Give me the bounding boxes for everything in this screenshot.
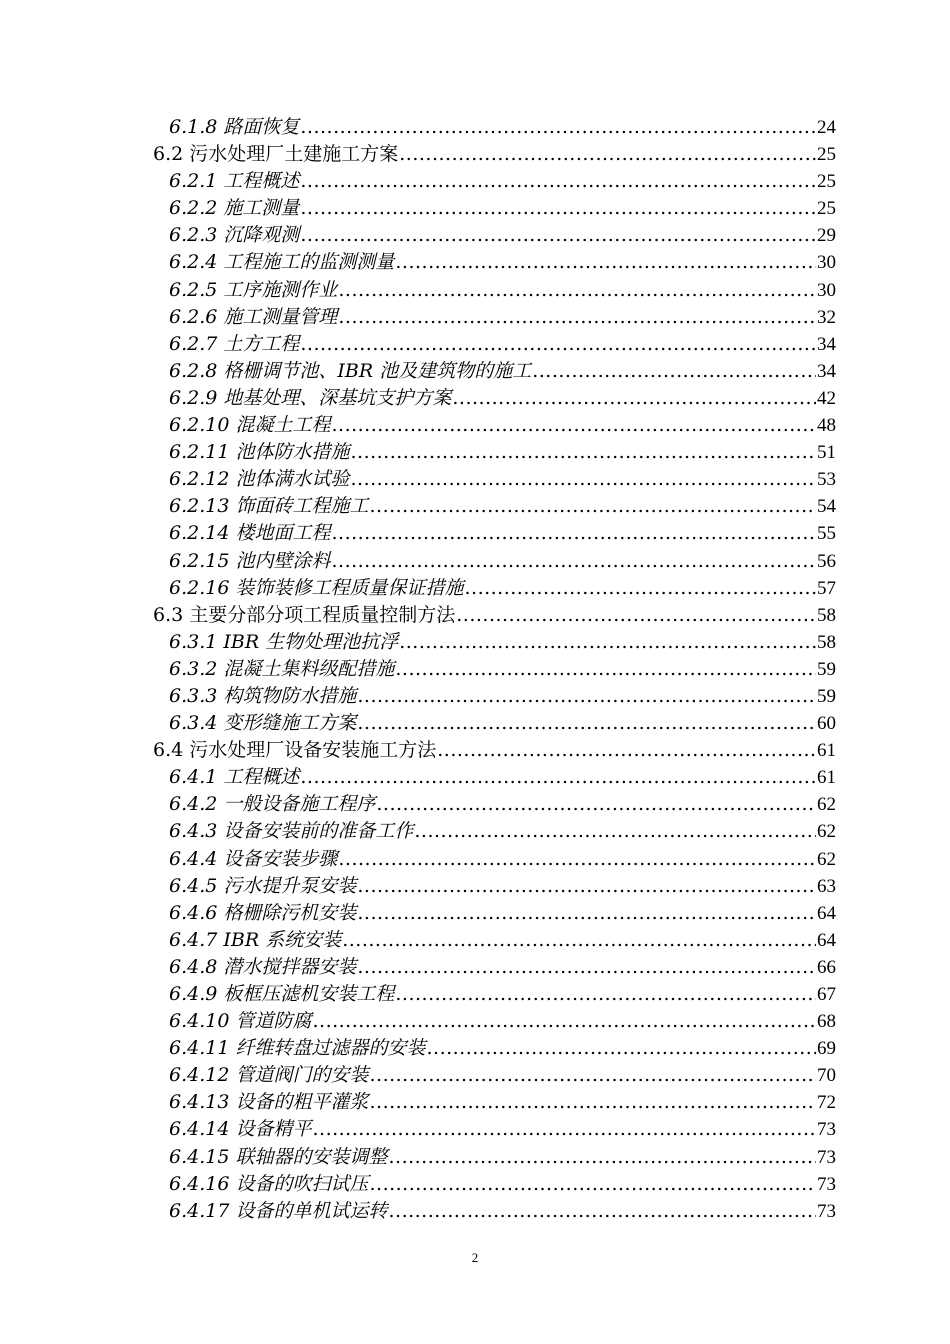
toc-entry-page-number: 24 <box>817 117 836 138</box>
toc-dot-leader <box>369 1062 816 1089</box>
toc-entry-title: 6.4.10 管道防腐 <box>169 1010 312 1033</box>
toc-subsection-entry[interactable] <box>0 1171 950 1198</box>
toc-entry-title: 6.3.1 IBR 生物处理池抗浮 <box>169 630 399 653</box>
toc-subsection-entry[interactable] <box>0 846 950 873</box>
toc-entry-title: 6.2.15 池内壁涂料 <box>169 549 331 572</box>
toc-dot-leader <box>312 1116 816 1143</box>
toc-subsection-entry[interactable] <box>0 981 950 1008</box>
toc-subsection-entry[interactable] <box>0 520 950 547</box>
toc-subsection-entry[interactable] <box>0 1062 950 1089</box>
toc-entry-title: 6.4.5 污水提升泵安装 <box>169 874 357 897</box>
toc-entry-title: 6.3 主要分部分项工程质量控制方法 <box>153 603 456 626</box>
toc-entry-page-number: 30 <box>817 252 836 274</box>
toc-entry-title: 6.2.4 工程施工的监测测量 <box>169 251 395 274</box>
toc-dot-leader <box>452 385 816 412</box>
toc-dot-leader <box>388 1198 816 1225</box>
toc-entry-title: 6.2.7 土方工程 <box>169 332 300 355</box>
toc-entry-title: 6.2.1 工程概述 <box>169 170 300 193</box>
toc-entry-title: 6.4.13 设备的粗平灌浆 <box>169 1091 369 1114</box>
toc-dot-leader <box>338 304 816 331</box>
toc-dot-leader <box>331 412 816 439</box>
toc-dot-leader <box>399 141 816 168</box>
toc-entry-page-number: 73 <box>817 1200 836 1222</box>
toc-dot-leader <box>300 764 816 791</box>
toc-subsection-entry[interactable] <box>0 954 950 981</box>
toc-dot-leader <box>532 358 816 385</box>
toc-subsection-entry[interactable] <box>0 1144 950 1171</box>
toc-entry-title: 6.2.12 池体满水试验 <box>169 468 350 491</box>
toc-entry-page-number: 73 <box>817 1119 836 1141</box>
toc-entry-title: 6.4.11 纤维转盘过滤器的安装 <box>169 1037 426 1060</box>
toc-subsection-entry[interactable] <box>0 629 950 656</box>
toc-entry-page-number: 56 <box>817 550 836 572</box>
toc-subsection-entry[interactable] <box>0 1198 950 1225</box>
toc-entry-page-number: 62 <box>817 848 836 870</box>
toc-entry-title: 6.4 污水处理厂设备安装施工方法 <box>153 739 437 762</box>
toc-entry-title: 6.2.16 装饰装修工程质量保证措施 <box>169 576 464 599</box>
toc-dot-leader <box>369 1171 816 1198</box>
toc-entry-page-number: 63 <box>817 875 836 897</box>
toc-subsection-entry[interactable] <box>0 900 950 927</box>
toc-entry-page-number: 59 <box>817 685 836 707</box>
toc-dot-leader <box>300 331 816 358</box>
toc-entry-title: 6.2.8 格栅调节池、IBR 池及建筑物的施工 <box>169 359 532 382</box>
toc-entry-title: 6.4.14 设备精平 <box>169 1118 312 1141</box>
toc-entry-title: 6.4.1 工程概述 <box>169 766 300 789</box>
toc-entry-title: 6.4.2 一般设备施工程序 <box>169 793 376 816</box>
toc-subsection-entry[interactable] <box>0 873 950 900</box>
toc-dot-leader <box>312 1008 816 1035</box>
toc-subsection-entry[interactable] <box>0 656 950 683</box>
toc-entry-page-number: 29 <box>817 225 836 247</box>
toc-entry-title: 6.2.9 地基处理、深基坑支护方案 <box>169 386 452 409</box>
toc-entry-title: 6.4.4 设备安装步骤 <box>169 847 338 870</box>
toc-dot-leader <box>357 873 816 900</box>
toc-dot-leader <box>338 846 816 873</box>
toc-entry-page-number: 30 <box>817 279 836 301</box>
toc-dot-leader <box>331 520 816 547</box>
toc-entry-page-number: 48 <box>817 415 836 437</box>
toc-subsection-entry[interactable] <box>0 385 950 412</box>
toc-subsection-entry[interactable] <box>0 195 950 222</box>
toc-entry-title: 6.4.8 潜水搅拌器安装 <box>169 955 357 978</box>
toc-entry-page-number: 64 <box>817 929 836 951</box>
toc-entry-page-number: 72 <box>817 1092 836 1114</box>
toc-entry-title: 6.4.6 格栅除污机安装 <box>169 901 357 924</box>
toc-subsection-entry[interactable] <box>0 277 950 304</box>
toc-dot-leader <box>300 195 816 222</box>
toc-subsection-entry[interactable] <box>0 818 950 845</box>
toc-entry-page-number: 25 <box>817 144 836 166</box>
toc-dot-leader <box>331 548 816 575</box>
toc-subsection-entry[interactable] <box>0 575 950 602</box>
toc-entry-page-number: 54 <box>817 496 836 518</box>
toc-subsection-entry[interactable] <box>0 683 950 710</box>
toc-entry-title: 6.4.17 设备的单机试运转 <box>169 1199 388 1222</box>
toc-entry-page-number: 69 <box>817 1038 836 1060</box>
toc-subsection-entry[interactable] <box>0 1035 950 1062</box>
toc-dot-leader <box>300 222 816 249</box>
toc-entry-page-number: 58 <box>817 604 836 626</box>
toc-dot-leader <box>350 439 816 466</box>
toc-entry-page-number: 59 <box>817 658 836 680</box>
toc-entry-title: 6.4.7 IBR 系统安装 <box>169 928 342 951</box>
toc-entry-title: 6.2.10 混凝土工程 <box>169 414 331 437</box>
toc-entry-page-number: 67 <box>817 984 836 1005</box>
toc-dot-leader <box>357 900 816 927</box>
toc-entry-page-number: 66 <box>817 956 836 978</box>
toc-entry-page-number: 57 <box>817 577 836 599</box>
toc-entry-page-number: 25 <box>817 171 836 193</box>
toc-entry-page-number: 60 <box>817 713 836 735</box>
toc-entry-page-number: 25 <box>817 198 836 220</box>
toc-entry-title: 6.4.15 联轴器的安装调整 <box>169 1145 388 1168</box>
toc-entry-title: 6.3.2 混凝土集料级配措施 <box>169 657 395 680</box>
toc-entry-page-number: 51 <box>817 442 836 464</box>
toc-entry-title: 6.4.12 管道阀门的安装 <box>169 1064 369 1087</box>
toc-dot-leader <box>357 954 816 981</box>
toc-subsection-entry[interactable] <box>0 249 950 276</box>
toc-dot-leader <box>300 114 816 141</box>
toc-entry-title: 6.4.3 设备安装前的准备工作 <box>169 820 414 843</box>
toc-subsection-entry[interactable] <box>0 710 950 737</box>
toc-dot-leader <box>376 791 816 818</box>
toc-entry-page-number: 58 <box>817 631 836 653</box>
toc-entry-title: 6.1.8 路面恢复 <box>169 116 300 138</box>
toc-subsection-entry[interactable] <box>0 331 950 358</box>
toc-entry-page-number: 70 <box>817 1065 836 1087</box>
toc-subsection-entry[interactable] <box>0 222 950 249</box>
table-of-contents <box>0 114 950 1225</box>
toc-entry-title: 6.2.13 饰面砖工程施工 <box>169 495 369 518</box>
toc-dot-leader <box>357 710 816 737</box>
toc-dot-leader <box>456 602 816 629</box>
toc-entry-title: 6.3.4 变形缝施工方案 <box>169 712 357 735</box>
toc-subsection-entry[interactable] <box>0 168 950 195</box>
toc-entry-title: 6.4.16 设备的吹扫试压 <box>169 1172 369 1195</box>
toc-subsection-entry[interactable] <box>0 114 950 141</box>
toc-entry-page-number: 64 <box>817 902 836 924</box>
toc-subsection-entry[interactable] <box>0 791 950 818</box>
toc-section-entry[interactable] <box>0 602 950 629</box>
toc-section-entry[interactable] <box>0 737 950 764</box>
toc-dot-leader <box>437 737 816 764</box>
toc-entry-page-number: 34 <box>817 333 836 355</box>
toc-subsection-entry[interactable] <box>0 1008 950 1035</box>
toc-entry-title: 6.2 污水处理厂土建施工方案 <box>153 143 399 166</box>
toc-subsection-entry[interactable] <box>0 927 950 954</box>
toc-entry-page-number: 42 <box>817 387 836 409</box>
toc-subsection-entry[interactable] <box>0 412 950 439</box>
toc-dot-leader <box>350 466 816 493</box>
toc-dot-leader <box>357 683 816 710</box>
toc-dot-leader <box>369 493 816 520</box>
toc-entry-page-number: 34 <box>817 360 836 382</box>
toc-entry-page-number: 62 <box>817 794 836 816</box>
toc-entry-title: 6.2.2 施工测量 <box>169 197 300 220</box>
toc-entry-page-number: 61 <box>817 767 836 789</box>
toc-dot-leader <box>388 1144 816 1171</box>
toc-entry-title: 6.2.11 池体防水措施 <box>169 441 350 464</box>
toc-entry-page-number: 53 <box>817 469 836 491</box>
toc-dot-leader <box>395 249 816 276</box>
toc-dot-leader <box>464 575 816 602</box>
toc-subsection-entry[interactable] <box>0 439 950 466</box>
toc-subsection-entry[interactable] <box>0 1116 950 1143</box>
toc-dot-leader <box>342 927 816 954</box>
page-number: 2 <box>471 1250 479 1265</box>
toc-subsection-entry[interactable] <box>0 358 950 385</box>
toc-entry-page-number: 61 <box>817 740 836 762</box>
toc-subsection-entry[interactable] <box>0 466 950 493</box>
toc-dot-leader <box>426 1035 816 1062</box>
toc-entry-page-number: 73 <box>817 1173 836 1195</box>
toc-subsection-entry[interactable] <box>0 493 950 520</box>
toc-dot-leader <box>395 981 816 1008</box>
toc-subsection-entry[interactable] <box>0 764 950 791</box>
toc-dot-leader <box>414 818 816 845</box>
toc-entry-page-number: 55 <box>817 523 836 545</box>
toc-entry-title: 6.4.9 板框压滤机安装工程 <box>169 983 395 1005</box>
toc-subsection-entry[interactable] <box>0 548 950 575</box>
toc-dot-leader <box>369 1089 816 1116</box>
toc-entry-title: 6.2.14 楼地面工程 <box>169 522 331 545</box>
toc-entry-title: 6.3.3 构筑物防水措施 <box>169 684 357 707</box>
toc-entry-title: 6.2.5 工序施测作业 <box>169 278 338 301</box>
toc-entry-page-number: 68 <box>817 1011 836 1033</box>
toc-dot-leader <box>399 629 816 656</box>
toc-dot-leader <box>300 168 816 195</box>
toc-subsection-entry[interactable] <box>0 304 950 331</box>
toc-dot-leader <box>338 277 816 304</box>
toc-entry-title: 6.2.6 施工测量管理 <box>169 305 338 328</box>
toc-entry-page-number: 32 <box>817 306 836 328</box>
toc-section-entry[interactable] <box>0 141 950 168</box>
toc-entry-title: 6.2.3 沉降观测 <box>169 224 300 247</box>
toc-entry-page-number: 62 <box>817 821 836 843</box>
toc-dot-leader <box>395 656 816 683</box>
toc-subsection-entry[interactable] <box>0 1089 950 1116</box>
toc-entry-page-number: 73 <box>817 1146 836 1168</box>
